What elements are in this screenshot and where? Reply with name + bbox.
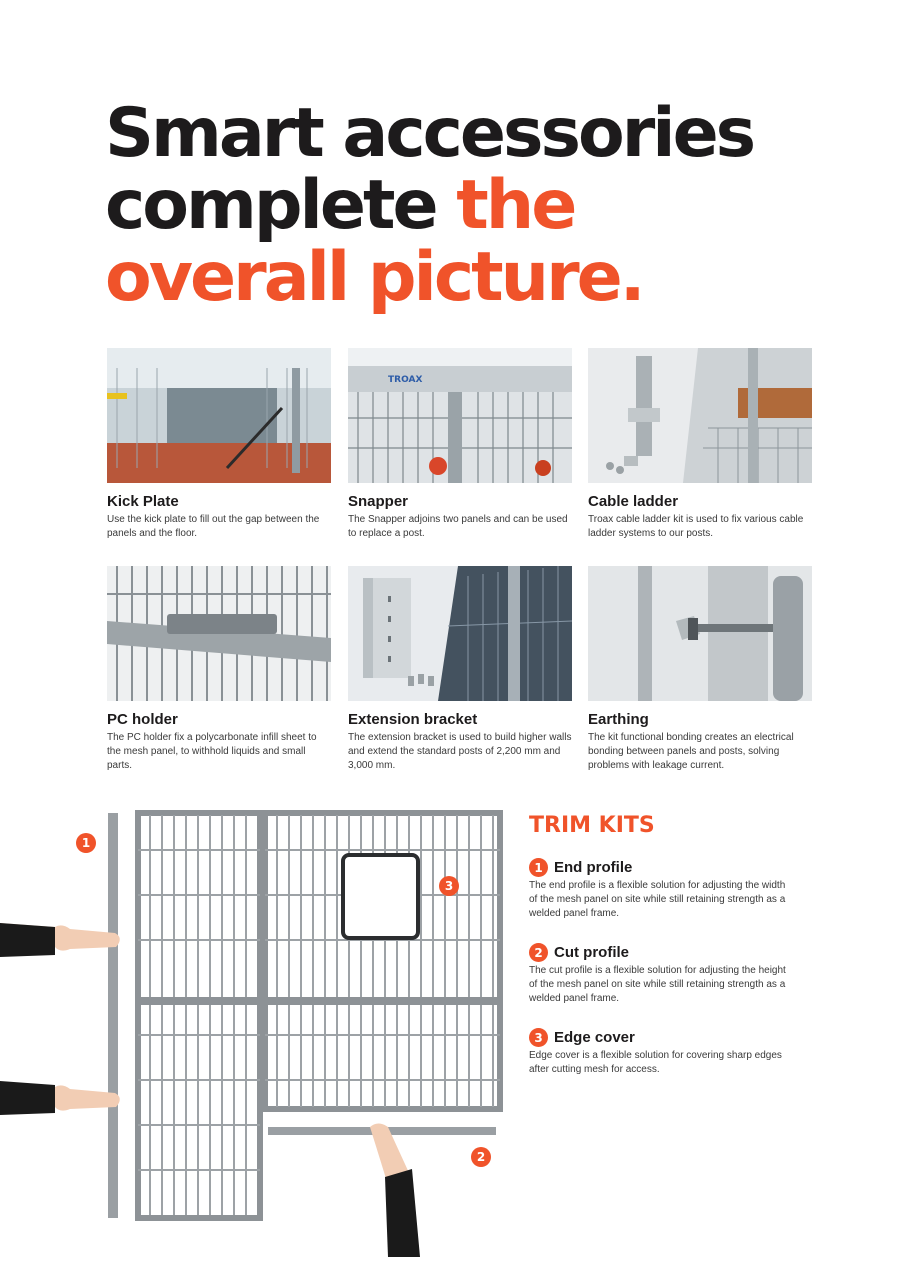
accessory-description: The Snapper adjoins two panels and can be used to replace a post. [348,514,568,539]
accessory-cable-ladder [588,348,812,541]
accessory-description: The extension bracket is used to build higher walls and extend the standard posts of 2,200 mm and 3,000 mm. [348,732,572,771]
marker-end-profile: 1 [76,833,96,853]
headline-line-3-accent: overall picture. [105,238,643,317]
earthing-photo [588,566,812,701]
accessory-title: Extension bracket [348,711,478,728]
headline-line-2-dark: complete [105,166,457,245]
accessory-extension-bracket [348,566,572,773]
number-badge: 2 [529,943,548,962]
snapper-photo [348,348,572,483]
trim-kits-illustration [0,805,510,1257]
troax-logo-text: TROAX [388,375,423,385]
pc-holder-photo [107,566,331,701]
accessory-title: Snapper [348,493,409,510]
accessory-title: Kick Plate [107,493,179,510]
extension-bracket-photo [348,566,572,701]
kick-plate-photo [107,348,331,483]
trim-item-description: The end profile is a flexible solution for adjusting the width of the mesh panel on site while still retaining strength as a welded panel frame. [529,880,786,919]
page-headline [105,94,825,317]
accessory-description: The kit functional bonding creates an electrical bonding between panels and posts, solving problems with leakage current. [588,732,794,771]
marker-cut-profile: 2 [471,1147,491,1167]
accessory-title: PC holder [107,711,178,728]
accessory-description: The PC holder fix a polycarbonate infill sheet to the mesh panel, to withhold liquids and small parts. [107,732,317,771]
trim-item-description: The cut profile is a flexible solution for adjusting the height of the mesh panel on site while still retaining strength as a welded panel frame. [529,965,786,1004]
marker-edge-cover: 3 [439,876,459,896]
trim-item-edge-cover [529,1028,789,1077]
number-badge: 3 [529,1028,548,1047]
trim-item-cut-profile [529,943,789,1006]
headline-line-2-accent: the [456,166,575,245]
cable-ladder-photo [588,348,812,483]
trim-kits-heading: TRIM KITS [529,813,655,838]
accessory-snapper [348,348,572,541]
accessory-description: Use the kick plate to fill out the gap between the panels and the floor. [107,514,320,539]
accessory-kick-plate [107,348,331,541]
accessory-earthing [588,566,812,773]
number-badge: 1 [529,858,548,877]
accessory-title: Cable ladder [588,493,679,510]
trim-item-title: End profile [554,859,633,876]
accessory-description: Troax cable ladder kit is used to fix various cable ladder systems to our posts. [588,514,804,539]
trim-item-description: Edge cover is a flexible solution for covering sharp edges after cutting mesh for access. [529,1050,782,1075]
trim-kits-section [529,813,789,1099]
accessory-pc-holder [107,566,331,773]
headline-line-1: Smart accessories [105,94,754,173]
mesh-panel-drawing [0,805,510,1257]
trim-item-end-profile [529,858,789,921]
accessory-title: Earthing [588,711,649,728]
trim-item-title: Cut profile [554,944,629,961]
trim-item-title: Edge cover [554,1029,635,1046]
